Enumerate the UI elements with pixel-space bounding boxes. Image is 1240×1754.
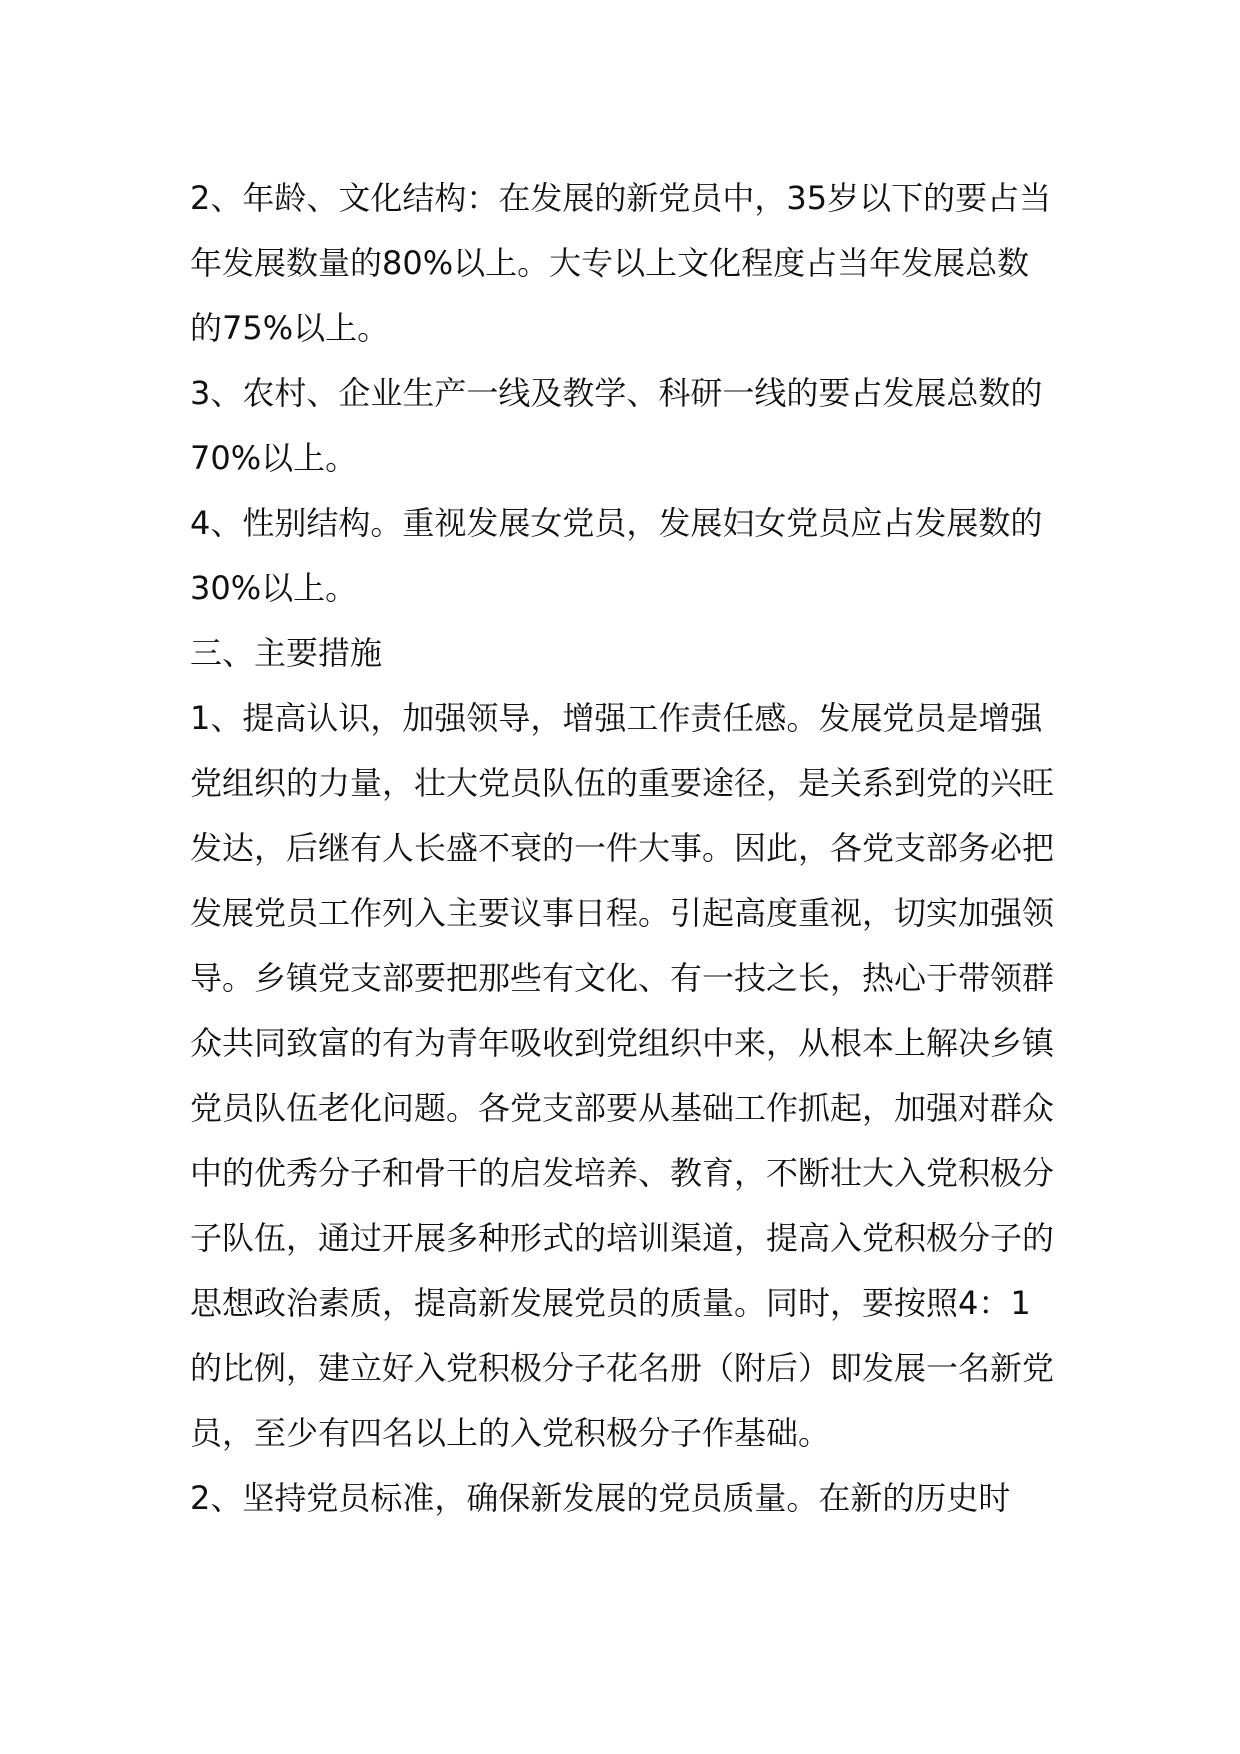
paragraph-frontline-ratio: 3、农村、企业生产一线及教学、科研一线的要占发展总数的70%以上。 [190, 374, 1043, 477]
document-body [190, 166, 1060, 1531]
paragraph-age-education-structure: 2、年龄、文化结构：在发展的新党员中，35岁以下的要占当年发展数量的80%以上。大专以上文化程度占当年发展总数的75%以上。 [190, 179, 1052, 347]
paragraph-measure-1: 1、提高认识，加强领导，增强工作责任感。发展党员是增强党组织的力量，壮大党员队伍的重要途径，是关系到党的兴旺发达，后继有人长盛不衰的一件大事。因此，各党支部务必把发展党员工作列入主要议事日程。引起高度重视，切实加强领导。乡镇党支部要把那些有文化、有一技之长，热心于带领群众共同致富的有为青年吸收到党组织中来，从根本上解决乡镇党员队伍老化问题。各党支部要从基础工作抓起，加强对群众中的优秀分子和骨干的启发培养、教育，不断壮大入党积极分子队伍，通过开展多种形式的培训渠道，提高入党积极分子的思想政治素质，提高新发展党员的质量。同时，要按照4：1的比例，建立好入党积极分子花名册（附后）即发展一名新党员，至少有四名以上的入党积极分子作基础。 [190, 699, 1055, 1452]
paragraph-gender-structure: 4、性别结构。重视发展女党员，发展妇女党员应占发展数的30%以上。 [190, 504, 1043, 607]
section-heading-main-measures: 三、主要措施 [190, 634, 383, 672]
paragraph-measure-2: 2、坚持党员标准，确保新发展的党员质量。在新的历史时 [190, 1479, 1011, 1517]
